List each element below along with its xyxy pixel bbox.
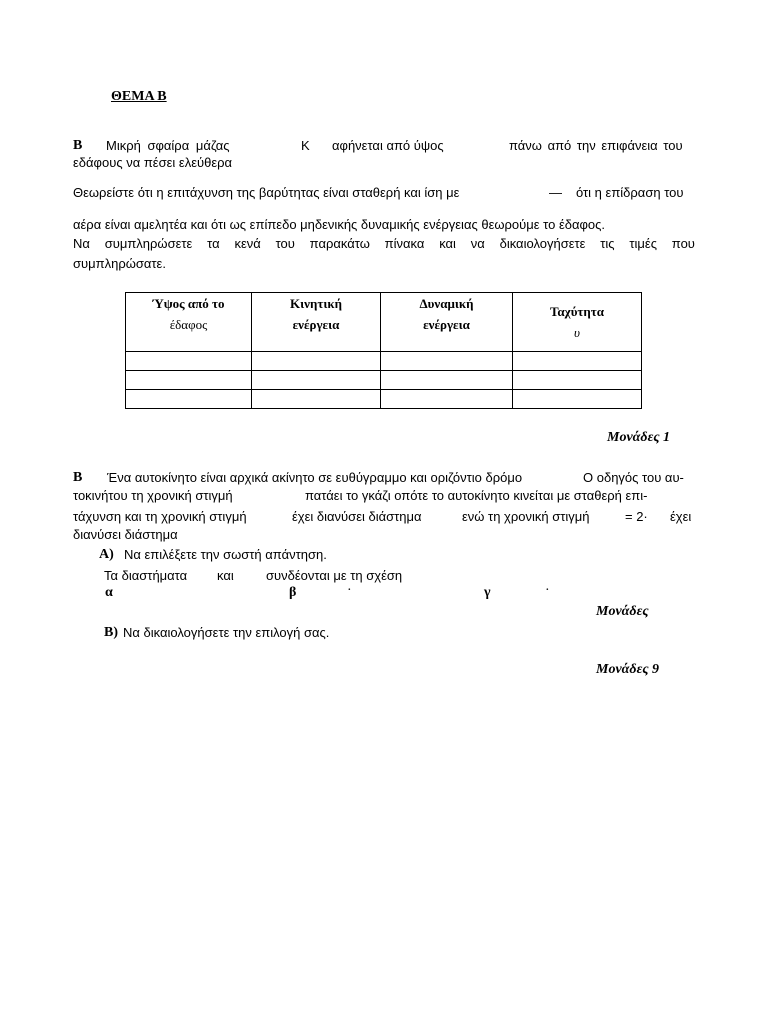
q2-line3-c: ενώ τη χρονική στιγμή: [462, 509, 590, 524]
q1-line3-b: —: [549, 185, 562, 200]
table-cell[interactable]: [252, 390, 381, 409]
q2-marks-b: Μονάδες 9: [596, 662, 660, 677]
q1-label: Β: [73, 138, 83, 153]
table-row: [126, 390, 642, 409]
table-row: [126, 352, 642, 371]
q2-partB-text: Να δικαιολογήσετε την επιλογή σας.: [123, 625, 330, 640]
q2-line1-b: Ο οδηγός του αυ-: [583, 470, 684, 485]
q1-line5: Να συμπληρώσετε τα κενά του παρακάτω πίνακα και να δικαιολογήσετε τις τιμές που: [73, 236, 695, 251]
q2-line4: διανύσει διάστημα: [73, 527, 178, 542]
q2-option-b: β: [289, 585, 297, 600]
q2-partA-text: Να επιλέξετε την σωστή απάντηση.: [124, 547, 327, 562]
section-title: ΘΕΜΑ Β: [111, 89, 167, 104]
table-cell[interactable]: [513, 371, 642, 390]
q2-relation-c: συνδέονται με τη σχέση: [266, 568, 403, 583]
q2-option-c: γ: [484, 585, 491, 600]
header-potential: Δυναμική ενέργεια: [381, 293, 513, 352]
table-cell[interactable]: [126, 390, 252, 409]
q1-line1-a: Μικρή σφαίρα μάζας: [106, 138, 230, 153]
q2-line1: Ένα αυτοκίνητο είναι αρχικά ακίνητο σε ευθύγραμμο και οριζόντιο δρόμο: [107, 470, 523, 485]
q2-partA-label: Α): [99, 547, 114, 562]
q1-line1-b: Κ: [301, 138, 310, 153]
energy-table: [125, 292, 642, 409]
table-cell[interactable]: [126, 371, 252, 390]
q1-line2: εδάφους να πέσει ελεύθερα: [73, 155, 233, 170]
q2-line3-d: = 2·: [625, 509, 648, 524]
q2-partB-label: Β): [104, 625, 118, 640]
table-cell[interactable]: [513, 390, 642, 409]
q1-line1-d: πάνω από την επιφάνεια του: [509, 138, 683, 153]
q1-line4: αέρα είναι αμελητέα και ότι ως επίπεδο μηδενικής δυναμικής ενέργειας θεωρούμε το έδαφος.: [73, 217, 606, 232]
table-cell[interactable]: [513, 352, 642, 371]
q1-line6: συμπληρώσατε.: [73, 256, 166, 271]
q1-line1-c: αφήνεται από ύψος: [332, 138, 444, 153]
q2-line2-a: τοκινήτου τη χρονική στιγμή: [73, 488, 233, 503]
q2-label: Β: [73, 470, 83, 485]
q2-line2-b: πατάει το γκάζι οπότε το αυτοκίνητο κινείται με σταθερή επι-: [305, 488, 648, 503]
q2-line3-e: έχει: [670, 509, 692, 524]
q2-line3-b: έχει διανύσει διάστημα: [292, 509, 422, 524]
table-cell[interactable]: [381, 390, 513, 409]
table-cell[interactable]: [381, 371, 513, 390]
table-row: [126, 371, 642, 390]
q1-line3-c: ότι η επίδραση του: [576, 185, 684, 200]
table-cell[interactable]: [126, 352, 252, 371]
q2-option-a: α: [105, 585, 113, 600]
q2-marks-a: Μονάδες: [596, 604, 649, 619]
q1-line3-a: Θεωρείστε ότι η επιτάχυνση της βαρύτητας είναι σταθερή και ίση με: [73, 185, 460, 200]
q2-option-c-dot: ·: [545, 583, 550, 598]
header-speed: Ταχύτητα υ: [513, 293, 642, 352]
q2-relation-a: Τα διαστήματα: [104, 568, 188, 583]
table-header-row: [126, 293, 642, 352]
header-kinetic: Κινητική ενέργεια: [252, 293, 381, 352]
q2-relation-b: και: [217, 568, 234, 583]
q2-option-b-dot: ·: [347, 583, 352, 598]
q2-line3-a: τάχυνση και τη χρονική στιγμή: [73, 509, 247, 524]
header-height: Ύψος από το έδαφος: [126, 293, 252, 352]
table-cell[interactable]: [381, 352, 513, 371]
table-cell[interactable]: [252, 371, 381, 390]
table-cell[interactable]: [252, 352, 381, 371]
q1-marks: Μονάδες 1: [607, 430, 671, 445]
